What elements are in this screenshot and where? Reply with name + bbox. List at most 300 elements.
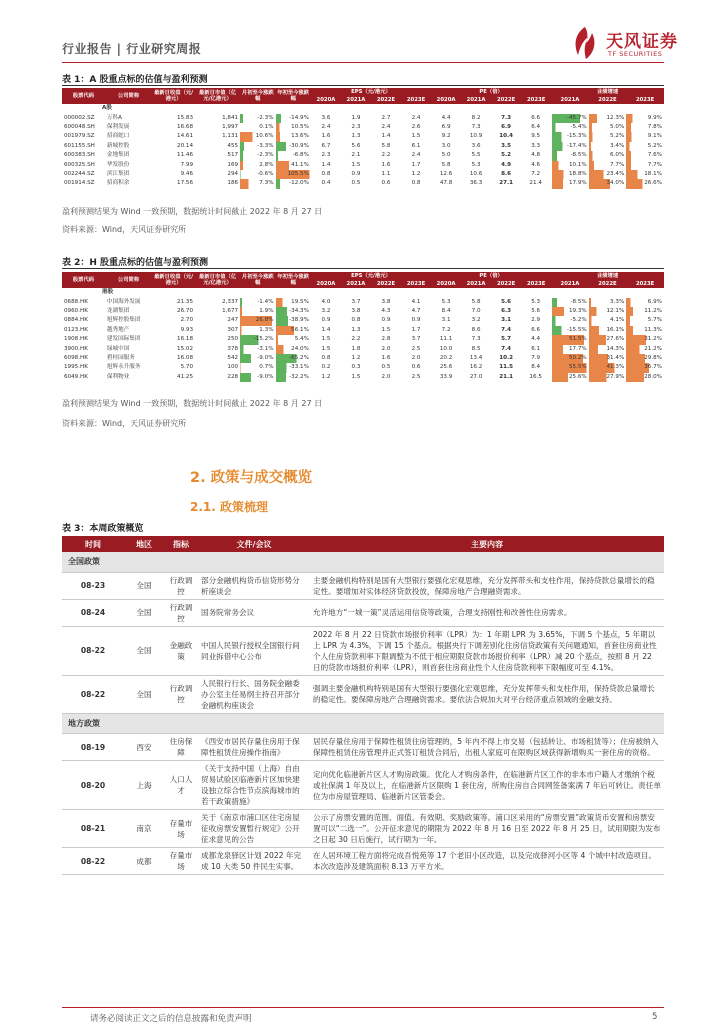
company-name: 华发股份 xyxy=(106,161,130,168)
bar-cell: 7.3% xyxy=(240,179,275,188)
bar-cell: 10.1% xyxy=(551,161,589,170)
pe-value: 3.3 xyxy=(531,142,541,149)
table-row xyxy=(62,170,664,179)
policy-type: 存量市场 xyxy=(164,848,198,875)
pe-value: 10.4 xyxy=(499,133,514,140)
eps-value: 0.5 xyxy=(351,180,361,187)
price-header: 最新日收盘（元/港元） xyxy=(152,272,195,288)
bar-cell: 51.5% xyxy=(551,335,589,344)
eps-value: 0.9 xyxy=(351,171,361,177)
market-cap: 378 xyxy=(227,345,239,352)
bar-cell: 21.2% xyxy=(626,345,664,354)
bar-cell: 2.8% xyxy=(240,161,275,170)
company-name: 保利物业 xyxy=(106,373,130,380)
policy-content: 主要金融机构特别是国有大型银行要强化宏观思维，充分发挥带头和支柱作用，保持贷款总量增长的稳定性。要增加对实体经济贷款投放，保障房地产合理融资需求。 xyxy=(310,572,664,599)
company-name: 招商积余 xyxy=(106,180,130,187)
policy-region: 全国 xyxy=(124,626,164,675)
market-cap: 455 xyxy=(227,142,239,149)
pe-year-header: 2020A xyxy=(431,96,461,104)
bar-cell: 5.2% xyxy=(589,132,627,141)
stock-code: 1995.HK xyxy=(64,364,88,371)
policy-header: 主要内容 xyxy=(310,536,664,552)
eps-value: 2.2 xyxy=(381,152,391,159)
policy-row xyxy=(62,734,664,761)
growth-year-header: 2023E xyxy=(626,96,664,104)
eps-value: 1.5 xyxy=(411,133,421,140)
stock-code: 001979.SZ xyxy=(64,133,95,140)
market-cap: 100 xyxy=(227,364,239,371)
market-cap: 250 xyxy=(227,336,239,343)
stock-code: 600325.SH xyxy=(64,161,95,168)
stock-code: 6098.HK xyxy=(64,355,88,361)
pe-value: 3.6 xyxy=(471,142,481,149)
bar-cell: -30.9% xyxy=(276,142,311,151)
eps-value: 5.6 xyxy=(351,142,361,149)
pe-value: 7.3 xyxy=(471,123,481,130)
eps-value: 2.3 xyxy=(321,152,331,159)
pe-value: 5.3 xyxy=(531,298,541,305)
section-heading: 2. 政策与成交概览 xyxy=(190,470,313,486)
stock-code: 601155.SH xyxy=(64,142,95,149)
table-row xyxy=(62,373,664,382)
eps-value: 2.4 xyxy=(321,123,331,130)
eps-value: 0.6 xyxy=(411,364,421,371)
eps-value: 1.6 xyxy=(381,355,391,361)
eps-value: 1.4 xyxy=(321,326,331,333)
policy-type: 行政调控 xyxy=(164,675,198,713)
bar-cell: 16.1% xyxy=(589,326,627,335)
policy-row xyxy=(62,675,664,713)
pe-value: 3.1 xyxy=(441,317,451,324)
table-row xyxy=(62,114,664,123)
eps-value: 3.6 xyxy=(321,114,331,121)
company-header: 公司简称 xyxy=(105,272,152,288)
close-price: 14.61 xyxy=(177,133,194,140)
pe-value: 5.3 xyxy=(471,161,481,168)
company-name: 中国海外发展 xyxy=(106,298,141,305)
eps-year-header: 2021A xyxy=(341,96,371,104)
bar-cell: 17.9% xyxy=(551,179,589,188)
eps-year-header: 2022E xyxy=(371,280,401,288)
pe-value: 8.2 xyxy=(471,114,481,121)
pe-value: 21.4 xyxy=(529,180,542,187)
close-price: 20.14 xyxy=(177,142,194,149)
stock-code: 000002.SZ xyxy=(64,114,95,121)
pe-value: 7.4 xyxy=(501,345,512,352)
bar-cell: 0.1% xyxy=(240,123,275,132)
market-cap: 542 xyxy=(227,355,239,361)
bar-cell: 9.1% xyxy=(626,132,664,141)
eps-value: 1.2 xyxy=(411,171,421,177)
stock-code: 1908.HK xyxy=(64,336,88,343)
bar-cell: -65.2% xyxy=(276,354,311,363)
bar-cell: 28.0% xyxy=(626,373,664,382)
report-type-label: 行业报告 | 行业研究周报 xyxy=(62,42,202,56)
pe-year-header: 2023E xyxy=(521,280,551,288)
eps-value: 2.4 xyxy=(381,123,391,130)
policy-date: 08-21 xyxy=(62,810,124,848)
policy-content: 允许地方“一城一策”灵活运用信贷等政策，合理支持刚性和改善性住房需求。 xyxy=(310,599,664,626)
policy-document: 成都龙泉驿区计划 2022 年完成 10 大类 50 件民生实事。 xyxy=(198,848,310,875)
pe-year-header: 2020A xyxy=(431,280,461,288)
bar-cell: 3.3% xyxy=(589,298,627,307)
eps-group-header: EPS（元/港元） xyxy=(311,272,431,280)
pe-value: 7.3 xyxy=(501,114,512,121)
policy-date: 08-22 xyxy=(62,626,124,675)
pe-value: 7.2 xyxy=(531,171,541,177)
bar-cell: 7.6% xyxy=(626,151,664,160)
close-price: 21.35 xyxy=(177,298,194,305)
stock-code: 0688.HK xyxy=(64,298,88,305)
eps-value: 0.8 xyxy=(321,355,331,361)
eps-value: 2.8 xyxy=(381,336,391,343)
disclaimer-link[interactable]: 请务必阅读正文之后的信息披露和免责声明 xyxy=(90,1014,252,1024)
close-price: 16.08 xyxy=(177,355,194,361)
pe-value: 6.9 xyxy=(441,123,451,130)
eps-year-header: 2023E xyxy=(401,96,431,104)
pe-value: 5.6 xyxy=(501,298,512,305)
market-cap: 2,337 xyxy=(222,298,239,305)
eps-value: 1.9 xyxy=(351,114,361,121)
pe-value: 20.2 xyxy=(439,355,453,361)
eps-value: 3.7 xyxy=(411,336,421,343)
company-name: 旭辉永升服务 xyxy=(106,364,141,371)
market-cap: 169 xyxy=(227,161,239,168)
stock-code: 600048.SH xyxy=(64,123,95,130)
pe-value: 9.2 xyxy=(441,133,451,140)
stock-code: 0123.HK xyxy=(64,326,88,333)
table2-rule xyxy=(62,268,664,269)
pe-value: 27.1 xyxy=(499,180,514,187)
eps-year-header: 2022E xyxy=(371,96,401,104)
pe-value: 8.5 xyxy=(471,345,481,352)
table-row xyxy=(62,142,664,151)
pe-value: 7.2 xyxy=(441,326,451,333)
pe-year-header: 2021A xyxy=(461,96,491,104)
footer-divider xyxy=(62,1007,664,1008)
policy-region: 南京 xyxy=(124,810,164,848)
policy-document: 中国人民银行授权全国银行间同业拆借中心公布 xyxy=(198,626,310,675)
bar-cell: -3.3% xyxy=(240,142,275,151)
policy-date: 08-22 xyxy=(62,848,124,875)
growth-year-header: 2021A xyxy=(551,96,589,104)
growth-group-header: 业绩增速 xyxy=(551,88,664,96)
bar-cell: -2.3% xyxy=(240,114,275,123)
company-name: 越秀地产 xyxy=(106,326,130,333)
policy-region: 全国 xyxy=(124,572,164,599)
bar-cell: 1.9% xyxy=(240,307,275,316)
bar-cell: 31.4% xyxy=(589,354,627,363)
policy-date: 08-22 xyxy=(62,675,124,713)
company-name: 保利发展 xyxy=(106,123,130,130)
bar-cell: 13.6% xyxy=(276,132,311,141)
policy-row xyxy=(62,599,664,626)
bar-cell: 31.2% xyxy=(626,335,664,344)
bar-cell: 5.0% xyxy=(589,123,627,132)
eps-value: 2.2 xyxy=(351,336,361,343)
bar-cell: 9.9% xyxy=(626,114,664,123)
bar-cell: 27.6% xyxy=(589,335,627,344)
eps-value: 0.6 xyxy=(381,180,391,187)
bar-cell: -38.9% xyxy=(276,316,311,325)
close-price: 16.18 xyxy=(177,336,194,343)
pe-value: 13.4 xyxy=(469,355,483,361)
table3-title: 表 3：本周政策概览 xyxy=(62,524,144,534)
eps-value: 2.6 xyxy=(411,123,421,130)
bar-cell: 24.0% xyxy=(276,345,311,354)
eps-value: 5.8 xyxy=(381,142,391,149)
bar-cell: -14.9% xyxy=(276,114,311,123)
eps-value: 1.4 xyxy=(381,133,391,140)
policy-content: 在人居环境工程方面将完成吾悦苑等 17 个老旧小区改造，以及完成驿河小区等 4 个城中村改造项目。本次改造涉及建筑面积 8.13 万平方米。 xyxy=(310,848,664,875)
table-row xyxy=(62,363,664,372)
company-name: 万科A xyxy=(106,114,122,121)
pe-value: 16.2 xyxy=(469,364,483,371)
pe-value: 2.9 xyxy=(531,317,541,324)
policy-region: 成都 xyxy=(124,848,164,875)
mtd-change-header: 月初至今涨跌幅 xyxy=(240,272,275,288)
company-name: 招商蛇口 xyxy=(106,133,130,140)
bar-cell: 23.4% xyxy=(589,170,627,179)
pe-year-header: 2023E xyxy=(521,96,551,104)
policy-date: 08-20 xyxy=(62,761,124,810)
bar-cell: -3.1% xyxy=(240,345,275,354)
policy-type: 金融政策 xyxy=(164,626,198,675)
policy-document: 《关于支持中国（上海）自由贸易试验区临港新片区加快建设独立综合性节点滨海城市的若干政策措施》 xyxy=(198,761,310,810)
table-row xyxy=(62,326,664,335)
eps-group-header: EPS（元/港元） xyxy=(311,88,431,96)
eps-value: 0.9 xyxy=(411,317,421,324)
stock-code: 6049.HK xyxy=(64,373,88,380)
pe-value: 7.3 xyxy=(471,336,481,343)
policy-content: 定向优化临港新片区人才购房政策。优化人才购房条件，在临港新片区工作的非本市户籍人才缴纳个税或社保满 1 年及以上，在临港新片区限购 1 套住房，所购住房自合同网签备案满 7 年后可转让。责任单位为市房屋管理局、临港新片区管委会。 xyxy=(310,761,664,810)
policy-date: 08-24 xyxy=(62,599,124,626)
eps-value: 4.1 xyxy=(411,298,421,305)
growth-year-header: 2023E xyxy=(626,280,664,288)
pe-value: 6.4 xyxy=(531,123,541,130)
close-price: 41.25 xyxy=(177,373,194,380)
stock-code: 001914.SZ xyxy=(64,180,95,187)
pe-value: 21.1 xyxy=(499,373,514,380)
policy-header: 文件/会议 xyxy=(198,536,310,552)
table-row xyxy=(62,354,664,363)
bar-cell: 56.1% xyxy=(276,326,311,335)
bar-cell: -5.2% xyxy=(551,316,589,325)
pe-value: 10.2 xyxy=(499,355,514,361)
eps-value: 2.3 xyxy=(351,123,361,130)
pe-value: 3.1 xyxy=(501,317,512,324)
company-name: 龙湖集团 xyxy=(106,307,130,314)
bar-cell: -1.4% xyxy=(240,298,275,307)
policy-row xyxy=(62,848,664,875)
eps-value: 1.8 xyxy=(351,345,361,352)
table-row xyxy=(62,123,664,132)
page-number: 5 xyxy=(652,1012,658,1022)
bar-cell: 17.7% xyxy=(551,345,589,354)
market-cap: 1,131 xyxy=(222,133,239,140)
table1-title: 表 1：A 股重点标的估值与盈利预测 xyxy=(62,75,208,85)
eps-value: 0.8 xyxy=(321,171,331,177)
company-name: 绿城中国 xyxy=(106,345,130,352)
policy-region: 全国 xyxy=(124,675,164,713)
eps-value: 0.4 xyxy=(321,180,331,187)
eps-value: 1.1 xyxy=(381,171,391,177)
growth-group-header: 业绩增速 xyxy=(551,272,664,280)
pe-value: 6.9 xyxy=(501,123,512,130)
policy-region: 西安 xyxy=(124,734,164,761)
table-row xyxy=(62,151,664,160)
pe-value: 8.4 xyxy=(531,364,541,371)
market-cap: 517 xyxy=(227,152,239,159)
eps-value: 3.7 xyxy=(351,298,361,305)
pe-value: 8.4 xyxy=(441,307,451,314)
bar-cell: 5.7% xyxy=(626,316,664,325)
bar-cell: 10.6% xyxy=(240,132,275,141)
bar-cell: 7.7% xyxy=(626,161,664,170)
table-row xyxy=(62,298,664,307)
national-policy-section: 全国政策 xyxy=(62,552,664,572)
bar-cell: 11.2% xyxy=(626,307,664,316)
bar-cell: -8.5% xyxy=(551,151,589,160)
bar-cell: 12.1% xyxy=(589,307,627,316)
brand-logo xyxy=(570,23,710,67)
pe-value: 3.2 xyxy=(471,317,481,324)
company-header: 公司简称 xyxy=(105,88,152,104)
bar-cell: 34.0% xyxy=(589,179,627,188)
h-share-valuation-table xyxy=(62,272,664,382)
bar-cell: -15.3% xyxy=(551,132,589,141)
eps-value: 2.5 xyxy=(411,373,421,380)
pe-value: 16.5 xyxy=(529,373,542,380)
policy-row xyxy=(62,761,664,810)
bar-cell: 18.8% xyxy=(551,170,589,179)
bar-cell: 14.3% xyxy=(589,345,627,354)
bar-cell: 19.3% xyxy=(551,307,589,316)
bar-cell: 10.5% xyxy=(276,123,311,132)
pe-value: 3.0 xyxy=(441,142,451,149)
bar-cell: -15.2% xyxy=(240,335,275,344)
brand-name-cn: 天风证券 xyxy=(606,32,678,52)
stock-code-header: 股票代码 xyxy=(62,272,105,288)
pe-value: 5.8 xyxy=(441,161,451,168)
eps-value: 1.5 xyxy=(351,161,361,168)
close-price: 9.46 xyxy=(180,171,194,177)
policy-type: 住房保障 xyxy=(164,734,198,761)
market-cap-header: 最新日市值（亿元/亿港元） xyxy=(195,272,240,288)
bar-cell: -9.0% xyxy=(240,373,275,382)
policy-type: 行政调控 xyxy=(164,572,198,599)
stock-code-header: 股票代码 xyxy=(62,88,105,104)
stock-code: 600383.SH xyxy=(64,152,95,159)
policy-document: 部分金融机构货币信贷形势分析座谈会 xyxy=(198,572,310,599)
pe-value: 4.4 xyxy=(531,336,541,343)
eps-value: 2.5 xyxy=(411,345,421,352)
bar-cell: -8.5% xyxy=(551,298,589,307)
pe-value: 6.6 xyxy=(531,326,541,333)
bar-cell: 5.2% xyxy=(626,142,664,151)
bar-cell: 55.5% xyxy=(551,363,589,372)
pe-value: 36.3 xyxy=(469,180,483,187)
bar-cell: 7.8% xyxy=(626,123,664,132)
pe-value: 8.6 xyxy=(471,326,481,333)
policy-row xyxy=(62,810,664,848)
pe-value: 27.0 xyxy=(469,373,483,380)
price-header: 最新日收盘（元/港元） xyxy=(152,88,195,104)
policy-document: 国务院常务会议 xyxy=(198,599,310,626)
policy-region: 上海 xyxy=(124,761,164,810)
company-name: 碧桂园服务 xyxy=(106,355,135,361)
eps-value: 2.4 xyxy=(411,152,421,159)
table2-note: 盈利预测结果为 Wind 一致预期，数据统计时间截止 2022 年 8 月 27 日 xyxy=(62,399,323,408)
eps-value: 1.5 xyxy=(321,345,331,352)
table1-source: 资料来源：Wind，天风证券研究所 xyxy=(62,225,187,234)
company-name: 新城控股 xyxy=(106,142,130,149)
bar-cell: 36.7% xyxy=(626,363,664,372)
header-divider xyxy=(62,62,664,63)
market-cap: 307 xyxy=(227,326,239,333)
bar-cell: 12.3% xyxy=(589,114,627,123)
eps-value: 4.0 xyxy=(321,298,331,305)
pe-value: 5.8 xyxy=(471,298,481,305)
table-row xyxy=(62,132,664,141)
eps-year-header: 2021A xyxy=(341,280,371,288)
subsection-heading: 2.1. 政策梳理 xyxy=(190,500,268,514)
eps-value: 2.0 xyxy=(381,345,391,352)
stock-code: 0884.HK xyxy=(64,317,88,324)
close-price: 9.93 xyxy=(180,326,194,333)
pe-value: 7.0 xyxy=(471,307,481,314)
bar-cell: 11.3% xyxy=(626,326,664,335)
close-price: 11.46 xyxy=(177,152,194,159)
pe-year-header: 2022E xyxy=(491,96,521,104)
eps-value: 1.3 xyxy=(351,133,361,140)
eps-year-header: 2023E xyxy=(401,280,431,288)
policy-type: 存量市场 xyxy=(164,810,198,848)
bar-cell: -12.0% xyxy=(276,179,311,188)
bar-cell: 41.3% xyxy=(589,363,627,372)
close-price: 26.70 xyxy=(177,307,194,314)
eps-value: 1.6 xyxy=(321,133,331,140)
bar-cell: -2.3% xyxy=(240,151,275,160)
bar-cell: 19.5% xyxy=(276,298,311,307)
eps-value: 3.2 xyxy=(321,307,331,314)
pe-value: 7.9 xyxy=(531,355,541,361)
bar-cell: 7.7% xyxy=(589,161,627,170)
policy-header: 地区 xyxy=(124,536,164,552)
pe-value: 5.2 xyxy=(501,152,512,159)
close-price: 7.99 xyxy=(180,161,194,168)
company-name: 建发国际集团 xyxy=(106,336,141,343)
stock-code: 002244.SZ xyxy=(64,171,95,177)
table-row xyxy=(62,335,664,344)
local-policy-section: 地方政策 xyxy=(62,713,664,734)
eps-value: 1.7 xyxy=(411,161,421,168)
pe-year-header: 2022E xyxy=(491,280,521,288)
policy-content: 居民存量住房用于保障性租赁住房管理的，5 年内不得上市交易（包括转让、市场租赁等）；住房被纳入保障性租赁住房管理并正式签订租赁合同后，出租人家庭可在限购区域获得新增购买一套住房的资格。 xyxy=(310,734,664,761)
table-row xyxy=(62,307,664,316)
pe-value: 3.5 xyxy=(501,142,512,149)
company-name: 金地集团 xyxy=(106,152,130,159)
policy-date: 08-23 xyxy=(62,572,124,599)
policy-document: 《西安市居民存量住房用于保障性租赁住房操作指南》 xyxy=(198,734,310,761)
eps-value: 1.6 xyxy=(381,161,391,168)
eps-value: 1.5 xyxy=(351,373,361,380)
eps-value: 0.2 xyxy=(321,364,331,371)
pe-value: 10.6 xyxy=(469,171,483,177)
growth-year-header: 2021A xyxy=(551,280,589,288)
eps-value: 6.7 xyxy=(321,142,331,149)
pe-value: 47.8 xyxy=(439,180,453,187)
